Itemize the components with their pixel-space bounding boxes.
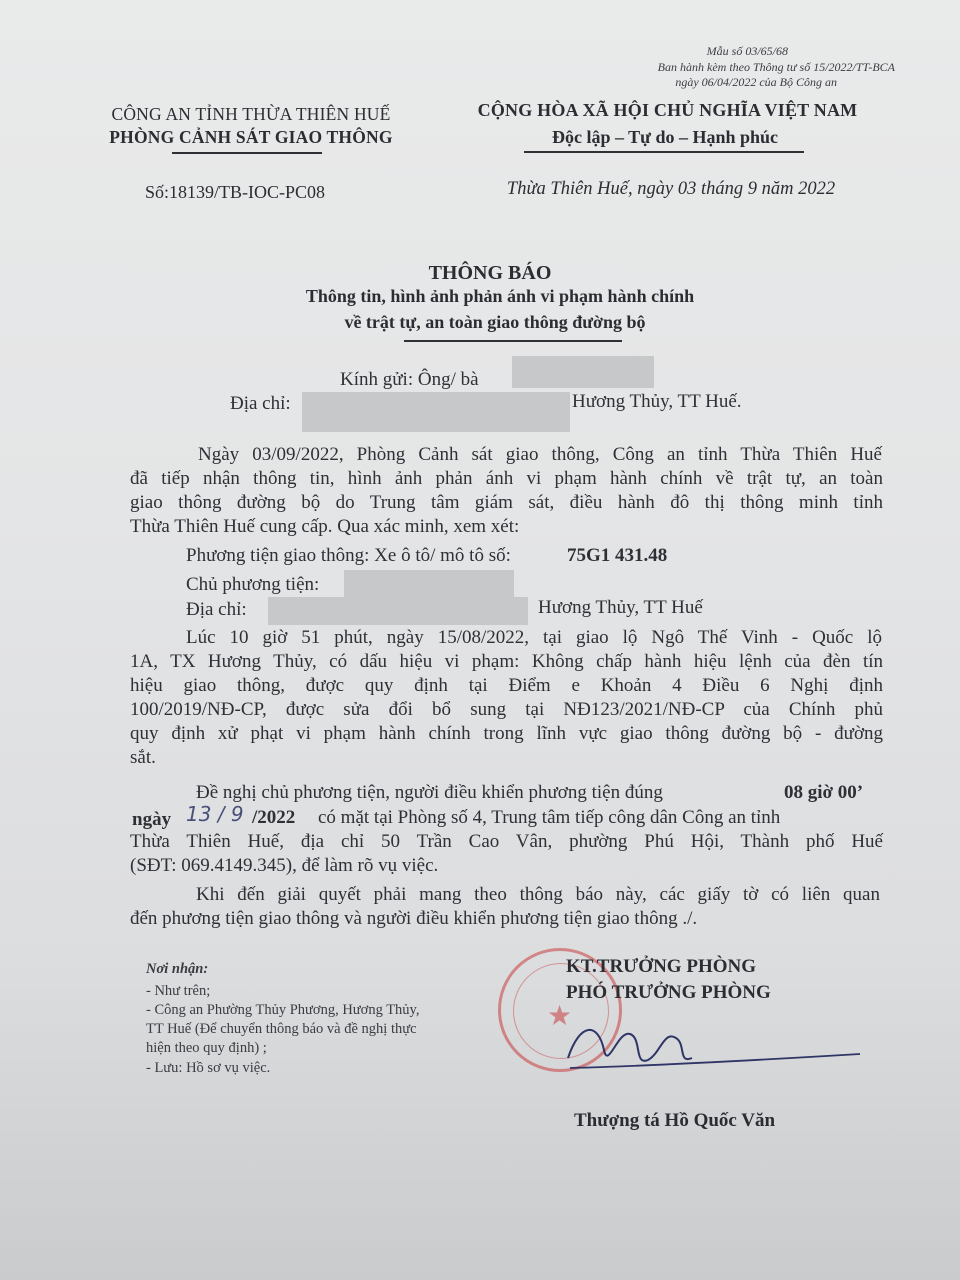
appointment-year: /2022 — [252, 807, 296, 828]
redacted-name — [512, 356, 654, 388]
notice-title: THÔNG BÁO — [428, 262, 552, 284]
owner-address-tail: Hương Thủy, TT Huế — [538, 597, 703, 618]
p3-line1: Đề nghị chủ phương tiện, người điều khiển phương tiện đúng — [196, 782, 663, 803]
appointment-day-label: ngày — [132, 809, 172, 830]
form-issued-with: Ban hành kèm theo Thông tư số 15/2022/TT-BCA — [657, 60, 895, 74]
title-underline — [404, 340, 622, 342]
recipient-item: TT Huế (Để chuyển thông báo và đề nghị thực — [146, 1021, 417, 1037]
redacted-address — [302, 392, 570, 432]
form-number: Mẫu số 03/65/68 — [706, 44, 788, 58]
p4-line2: đến phương tiện giao thông và người điều khiển phương tiện giao thông ./. — [130, 908, 698, 929]
p1-line4: Thừa Thiên Huế cung cấp. Qua xác minh, xem xét: — [130, 516, 520, 537]
p1-line2: đã tiếp nhận thông tin, hình ảnh phản ánh vi phạm hành chính về trật tự, an toàn — [130, 468, 883, 489]
owner-label: Chủ phương tiện: — [186, 574, 320, 595]
p2-line1: Lúc 10 giờ 51 phút, ngày 15/08/2022, tại giao lộ Ngô Thế Vinh - Quốc lộ — [186, 627, 882, 648]
issuer-line2: PHÒNG CẢNH SÁT GIAO THÔNG — [109, 127, 393, 147]
redacted-owner — [344, 570, 514, 600]
handwritten-date: 13 / 9 — [186, 802, 244, 826]
vehicle-label: Phương tiện giao thông: Xe ô tô/ mô tô số: — [186, 545, 511, 566]
place-date: Thừa Thiên Huế, ngày 03 tháng 9 năm 2022 — [506, 179, 836, 199]
p2-line2: 1A, TX Hương Thủy, có dấu hiệu vi phạm: Không chấp hành hiệu lệnh của đèn tín — [130, 651, 883, 672]
issuer-line1: CÔNG AN TỈNH THỪA THIÊN HUẾ — [111, 104, 391, 124]
issuer-underline — [172, 152, 322, 154]
appointment-time: 08 giờ 00’ — [784, 782, 864, 803]
p3-line4: (SĐT: 069.4149.345), để làm rõ vụ việc. — [130, 855, 439, 876]
signature-title-2: PHÓ TRƯỞNG PHÒNG — [566, 982, 771, 1003]
vehicle-plate: 75G1 431.48 — [567, 545, 668, 566]
p2-line6: sắt. — [130, 747, 156, 768]
greeting-label: Kính gửi: Ông/ bà — [340, 369, 479, 390]
national-title: CỘNG HÒA XÃ HỘI CHỦ NGHĨA VIỆT NAM — [477, 100, 858, 120]
notice-subtitle-2: về trật tự, an toàn giao thông đường bộ — [344, 312, 646, 332]
address-tail: Hương Thủy, TT Huế. — [572, 391, 742, 412]
form-issued-date: ngày 06/04/2022 của Bộ Công an — [675, 75, 837, 89]
p1-line1: Ngày 03/09/2022, Phòng Cảnh sát giao thông, Công an tỉnh Thừa Thiên Huế — [198, 444, 882, 465]
handwritten-signature — [560, 1010, 870, 1090]
p2-line3: hiệu giao thông, được quy định tại Điểm e Khoản 4 Điều 6 Nghị định — [130, 675, 883, 696]
p4-line1: Khi đến giải quyết phải mang theo thông báo này, các giấy tờ có liên quan — [196, 884, 880, 905]
p2-line4: 100/2019/NĐ-CP, được sửa đổi bổ sung tại NĐ123/2021/NĐ-CP của Chính phủ — [130, 699, 883, 720]
document-number: Số:18139/TB-IOC-PC08 — [144, 182, 326, 202]
p2-line5: quy định xử phạt vi phạm hành chính trong lĩnh vực giao thông đường bộ - đường — [130, 723, 883, 744]
redacted-owner-address — [268, 597, 528, 625]
seal-star-icon: ★ — [547, 999, 573, 1032]
recipients-heading: Nơi nhận: — [146, 961, 209, 977]
signature-title-1: KT.TRƯỞNG PHÒNG — [566, 956, 756, 977]
recipient-item: - Công an Phường Thủy Phương, Hương Thủy, — [146, 1002, 420, 1018]
p1-line3: giao thông đường bộ do Trung tâm giám sát, điều hành đô thị thông minh tỉnh — [130, 492, 883, 513]
owner-address-label: Địa chỉ: — [186, 599, 247, 620]
p3-line3: Thừa Thiên Huế, địa chỉ 50 Trần Cao Vân, phường Phú Hội, Thành phố Huế — [130, 831, 883, 852]
national-motto: Độc lập – Tự do – Hạnh phúc — [551, 127, 779, 147]
notice-subtitle-1: Thông tin, hình ảnh phản ánh vi phạm hành chính — [305, 286, 695, 306]
recipient-item: - Lưu: Hồ sơ vụ việc. — [146, 1060, 271, 1076]
p3-line2: có mặt tại Phòng số 4, Trung tâm tiếp công dân Công an tỉnh — [318, 807, 781, 828]
signer-name: Thượng tá Hồ Quốc Văn — [574, 1110, 776, 1131]
recipient-item: - Như trên; — [146, 983, 211, 999]
recipient-item: hiện theo quy định) ; — [146, 1040, 267, 1056]
address-label: Địa chỉ: — [230, 393, 291, 414]
motto-underline — [524, 151, 804, 153]
